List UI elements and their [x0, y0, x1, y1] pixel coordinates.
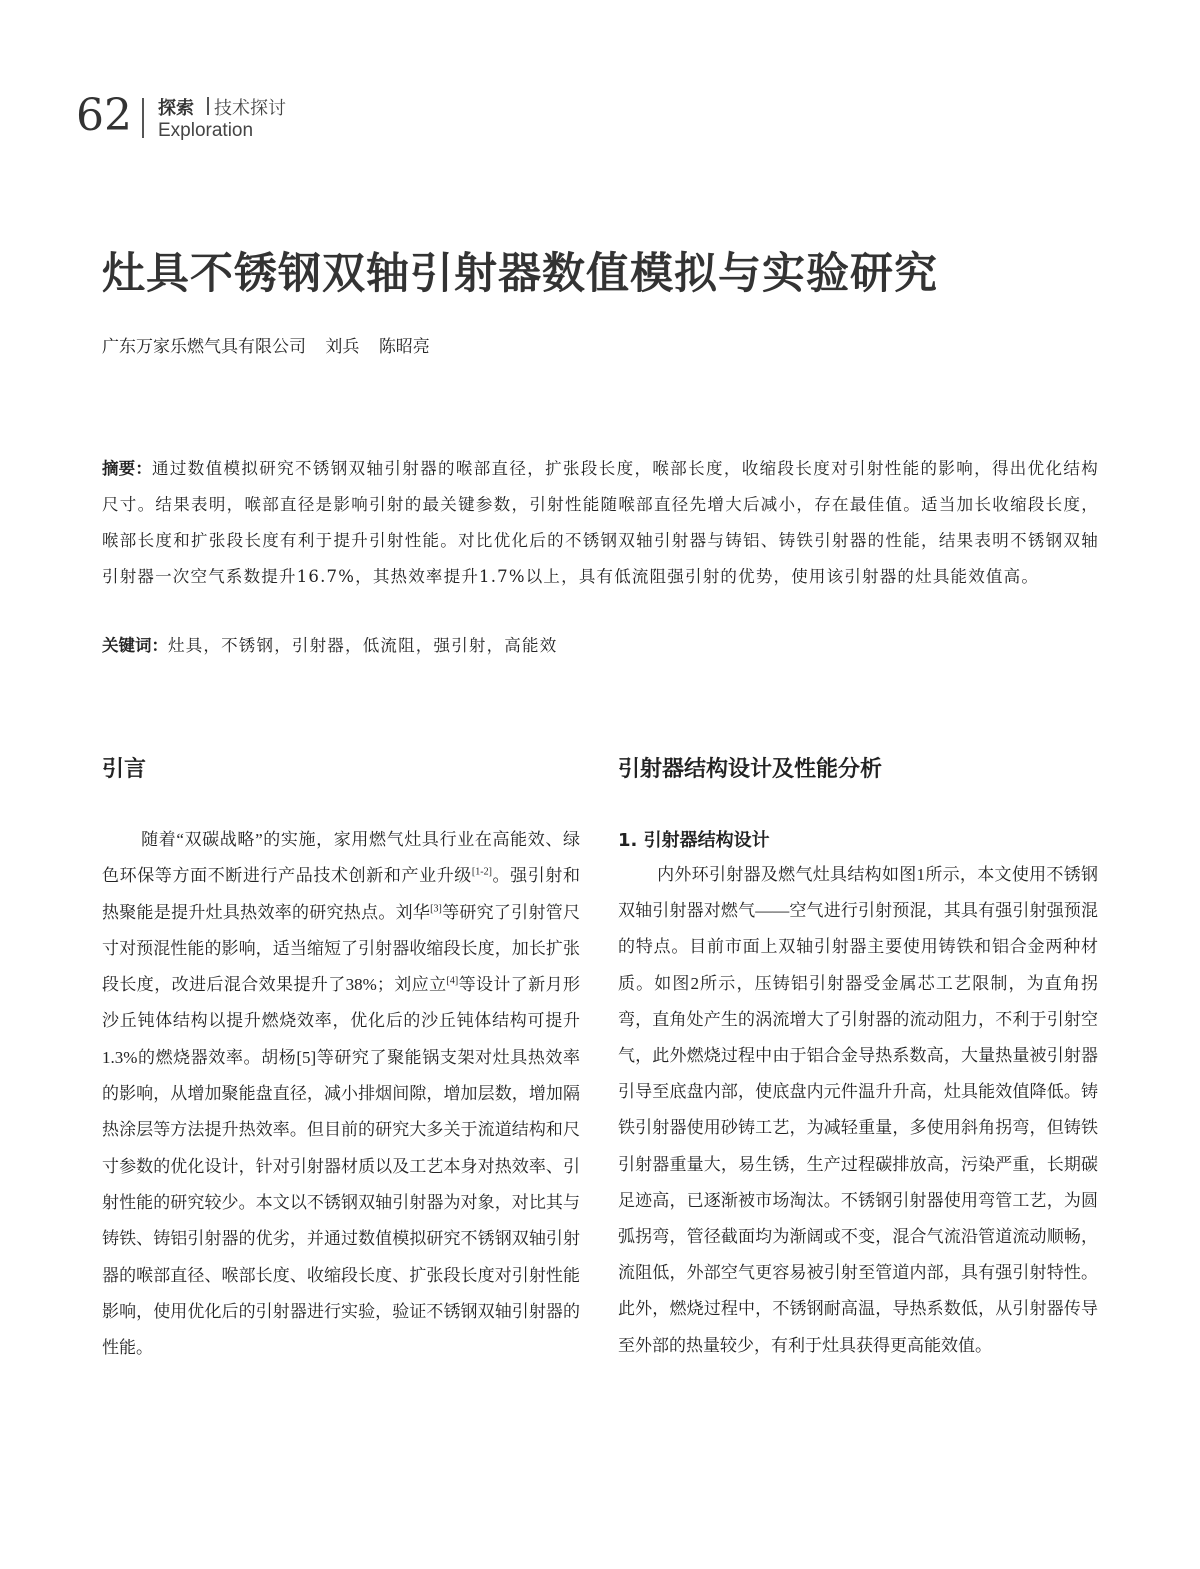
intro-text: 随着“双碳战略”的实施，家用燃气灶具行业在高能效、绿色环保等方面不断进行产品技术创新和产业升级 [102, 830, 580, 886]
abstract [102, 451, 1099, 595]
design-subheading: 1. 引射器结构设计 [618, 830, 770, 851]
section-subname: 技术探讨 [214, 98, 286, 119]
section-divider [207, 97, 209, 115]
abstract-label: 摘要： [102, 459, 153, 478]
intro-paragraph [102, 822, 580, 1366]
intro-text: 。强引射和热聚能是提升灶具热效率的研究热点。刘华 [102, 866, 580, 922]
citation: [1-2] [471, 866, 492, 878]
intro-text: 等研究了引射管尺寸对预混性能的影响，适当缩短了引射器收缩段长度，加长扩张段长度，改进后混合效果提升了38%；刘应立 [102, 902, 580, 995]
intro-heading: 引言 [102, 757, 147, 782]
citation: [4] [446, 975, 459, 987]
author-name: 刘兵 [325, 337, 360, 357]
header-divider [142, 98, 144, 138]
author-name: 陈昭亮 [378, 337, 430, 357]
citation: [3] [430, 902, 442, 914]
page-number: 62 [76, 90, 132, 141]
author-line [102, 332, 444, 357]
abstract-text: 通过数值模拟研究不锈钢双轴引射器的喉部直径，扩张段长度，喉部长度，收缩段长度对引射性能的影响，得出优化结构尺寸。结果表明，喉部直径是影响引射的最关键参数，引射性能随喉部直径先增大后减小，存在最佳值。适当加长收缩段长度，喉部长度和扩张段长度有利于提升引射性能。对比优化后的不锈钢双轴引射器与铸铝、铸铁引射器的性能，结果表明不锈钢双轴引射器一次空气系数提升16.7%，其热效率提升1.7%以上，具有低流阻强引射的优势，使用该引射器的灶具能效值高。 [102, 459, 1099, 586]
intro-text: 等设计了新月形沙丘钝体结构以提升燃烧效率，优化后的沙丘钝体结构可提升1.3%的燃烧器效率。胡杨[5]等研究了聚能锅支架对灶具热效率的影响，从增加聚能盘直径，减小排烟间隙，增加层数，增加隔热涂层等方法提升热效率。但目前的研究大多关于流道结构和尺寸参数的优化设计，针对引射器材质以及工艺本身对热效率、引射性能的研究较少。本文以不锈钢双轴引射器为对象，对比其与铸铁、铸铝引射器的优劣，并通过数值模拟研究不锈钢双轴引射器的喉部直径、喉部长度、收缩段长度、扩张段长度对引射性能影响，使用优化后的引射器进行实验，验证不锈钢双轴引射器的性能。 [102, 975, 580, 1358]
design-heading: 引射器结构设计及性能分析 [618, 757, 883, 782]
design-paragraph: 内外环引射器及燃气灶具结构如图1所示，本文使用不锈钢双轴引射器对燃气——空气进行引射预混，其具有强引射强预混的特点。目前市面上双轴引射器主要使用铸铁和铝合金两种材质。如图2所示，压铸铝引射器受金属芯工艺限制，为直角拐弯，直角处产生的涡流增大了引射器的流动阻力，不利于引射空气，此外燃烧过程中由于铝合金导热系数高，大量热量被引射器引导至底盘内部，使底盘内元件温升升高，灶具能效值降低。铸铁引射器使用砂铸工艺，为减轻重量，多使用斜角拐弯，但铸铁引射器重量大，易生锈，生产过程碳排放高，污染严重，长期碳足迹高，已逐渐被市场淘汰。不锈钢引射器使用弯管工艺，为圆弧拐弯，管径截面均为渐阔或不变，混合气流沿管道流动顺畅，流阻低，外部空气更容易被引射至管道内部，具有强引射特性。此外，燃烧过程中，不锈钢耐高温，导热系数低，从引射器传导至外部的热量较少，有利于灶具获得更高能效值。 [618, 865, 1098, 1355]
section-name-english: Exploration [158, 120, 254, 141]
keywords-label: 关键词： [102, 636, 168, 655]
keywords-text: 灶具，不锈钢，引射器，低流阻，强引射，高能效 [168, 636, 558, 655]
article-title: 灶具不锈钢双轴引射器数值模拟与实验研究 [102, 249, 938, 299]
affiliation: 广东万家乐燃气具有限公司 [102, 337, 306, 357]
section-name: 探索 [158, 98, 194, 119]
keywords [102, 631, 1099, 661]
